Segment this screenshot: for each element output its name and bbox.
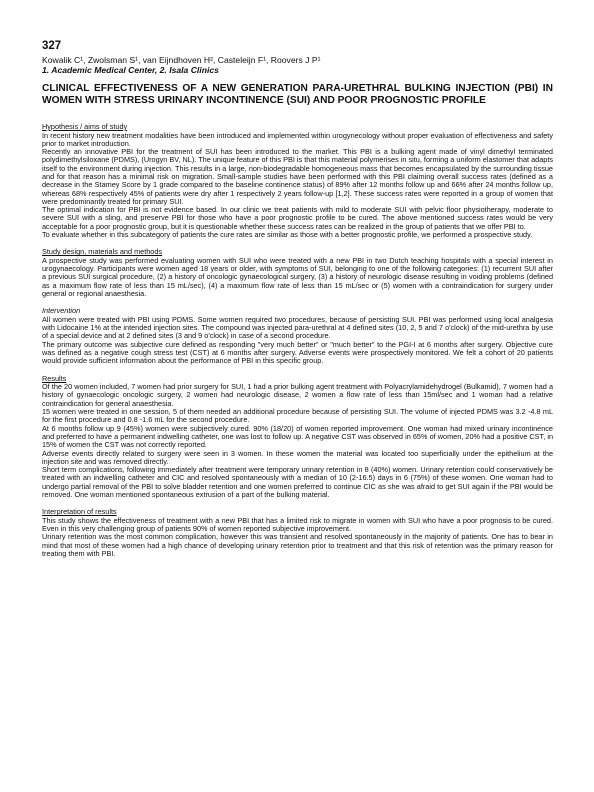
- paragraph: To evaluate whether in this subcategory of patients the cure rates are similar as those with a better prognostic profile, we performed a prospective study.: [42, 230, 533, 240]
- section-subheading: Intervention: [42, 306, 81, 316]
- abstract-page: [42, 40, 553, 558]
- abstract-title: CLINICAL EFFECTIVENESS OF A NEW GENERATION PARA-URETHRAL BULKING INJECTION (PBI) IN WOMEN WITH STRESS URINARY INCONTINENCE (SUI) AND POOR PROGNOSTIC PROFILE: [42, 83, 553, 106]
- section-results: [42, 375, 553, 500]
- paragraph: The optimal indication for PBI is not evidence based. In our clinic we treat patients with mild to moderate SUI with pelvic floor physiotherapy, moderate to severe SUI with a sling, and preserve PBI for those who have a poor prognostic profile to be cured. The above mentioned success rates would be very acceptable for a poor prognostic group, but it is questionable whether these success rates can be realized in the group of patients that we offer PBI to.: [42, 205, 553, 231]
- paragraph: This study shows the effectiveness of treatment with a new PBI that has a limited risk to migrate in women with SUI who have a poor prognosis to be cured. Even in this very challenging group of patients 90% of women reported subjective improvement.: [42, 515, 553, 534]
- section-heading: Hypothesis / aims of study: [42, 122, 128, 131]
- section-heading: Interpretation of results: [42, 507, 117, 517]
- paragraph: At 6 months follow up 9 (45%) women were subjectively cured. 90% (18/20) of women reported improvement. One woman had mixed urinary incontinence and preferred to have a permanent indwelling catheter, one was lost to follow up. A negative CST was observed in 65% of women, 20% had a positive CST, in 15% of women the CST was not correctly reported.: [42, 423, 553, 450]
- section-interpretation: [42, 508, 553, 558]
- section-methods: [42, 248, 553, 298]
- paragraph: Of the 20 women included, 7 women had prior surgery for SUI, 1 had a prior bulking agent treatment with Polyacrylamidehydrogel (Bulkamid), 7 women had a history of gynaecologic oncologic surgery, 2 women had neurologic disease, 2 women a flow rate of less than 15ml/sec and 1 woman had a relative contraindication for general anaesthesia.: [42, 382, 553, 408]
- paragraph: All women were treated with PBI using PDMS. Some women required two procedures, because of persisting SUI. PBI was performed using local analgesia with Lidocaine 1% at the intended injection sites. The compound was injected para-urethral at 4 defined sites (10, 2, 5 and 7 o'clock) of the mid-urethra by use of a special device and at 2 defined sites (3 and 9 o'clock) in case of a second procedure.: [42, 314, 553, 341]
- section-heading: Study design, materials and methods: [42, 247, 163, 257]
- paragraph: Short term complications, following immediately after treatment were temporary urinary retention in 8 (40%) women. Urinary retention could conservatively be treated with an indwelling catheter and CIC and resolved spontaneously with a median of 10 (2-16.5) days in 6 (75%) of these women. One woman had to undergo partial removal of the PBI to solve bladder retention and one women preferred to continue CIC as she was afraid to get SUI again if the PBI would be removed. One woman mentioned spontaneous extrusion of a part of the bulking material.: [42, 465, 553, 499]
- section-hypothesis: [42, 123, 553, 239]
- paragraph: The primary outcome was subjective cure defined as responding "very much better" or "much better" to the PGI-I at 6 months after surgery. Objective cure was defined as a negative cough stress test (CST) at 6 months after surgery. Adverse events were prospectively monitored. We felt a cohort of 20 patients would provide sufficient information about the performance of PBI in this specific group.: [42, 339, 553, 366]
- paragraph: A prospective study was performed evaluating women with SUI who were treated with a new PBI in two Dutch teaching hospitals with a special interest in urogynaecology. Participants were women aged 18 years or older, with symptoms of SUI, belonging to one of the following categories: (1) recurrent SUI after a previous SUI surgical procedure, (2) a history of oncologic gynaecological surgery, (3) a history of neurologic disease resulting in voiding problems (defined as a maximum flow rate of less than 15 mL/sec), (4) a maximum flow rate of less than 15 mL/sec or (5) women with a contraindication for surgery under general or regional anaesthesia.: [42, 255, 553, 299]
- paragraph: Urinary retention was the most common complication, however this was transient and resolved spontaneously in the majority of patients. One has to bear in mind that most of these women had a high chance of developing urinary retention prior to treatment and that this risk of retention was the primary reason for treating them with PBI.: [42, 532, 553, 558]
- abstract-number: 327: [42, 40, 62, 52]
- paragraph: 15 women were treated in one session, 5 of them needed an additional procedure because of persisting SUI. The volume of injected PDMS was 3.2 -4.8 mL for the first procedure and 0.8 -1.6 mL for the second procedure.: [42, 407, 553, 425]
- paragraph: Adverse events directly related to surgery were seen in 3 women. In these women the material was located too superficially under the epithelium at the injection site and was removed directly.: [42, 448, 553, 466]
- section-heading: Results: [42, 373, 67, 383]
- paragraph: In recent history new treatment modalities have been introduced and implemented within urogynecology without proper evaluation of effectiveness and safety prior to market introduction.: [42, 130, 553, 148]
- author-list: Kowalik C¹, Zwolsman S¹, van Eijndhoven H², Casteleijn F¹, Roovers J P¹: [42, 55, 321, 65]
- section-intervention: [42, 307, 553, 365]
- affiliations: 1. Academic Medical Center, 2. Isala Clinics: [42, 65, 219, 75]
- paragraph: Recently an innovative PBI for the treatment of SUI has been introduced to the market. This PBI is a bulking agent made of vinyl dimethyl terminated polydimethylsiloxane (PDMS), (Urogyn BV, NL). The unique feature of this PBI is that this material polymerises in situ, forming a uniform elastomer that adapts itself to the environment during injection. This results in a large, non-biodegradable homogeneous mass that becomes encapsulated by the surrounding tissue and for that reason has a minimal risk on migration. Small-sample studies have been performed with this PBI claiming overall success rates (defined as a decrease in the Stamey Score by 1 grade compared to the baseline continence status) of 89% after 12 months follow up and 66% after 24 months follow up, whereas 68% respectively 45% of patients were dry after 1 respectively 2 years follow-up [1,2]. These success rates were reported in a group of women that were predominantly treated for primary SUI.: [42, 147, 553, 206]
